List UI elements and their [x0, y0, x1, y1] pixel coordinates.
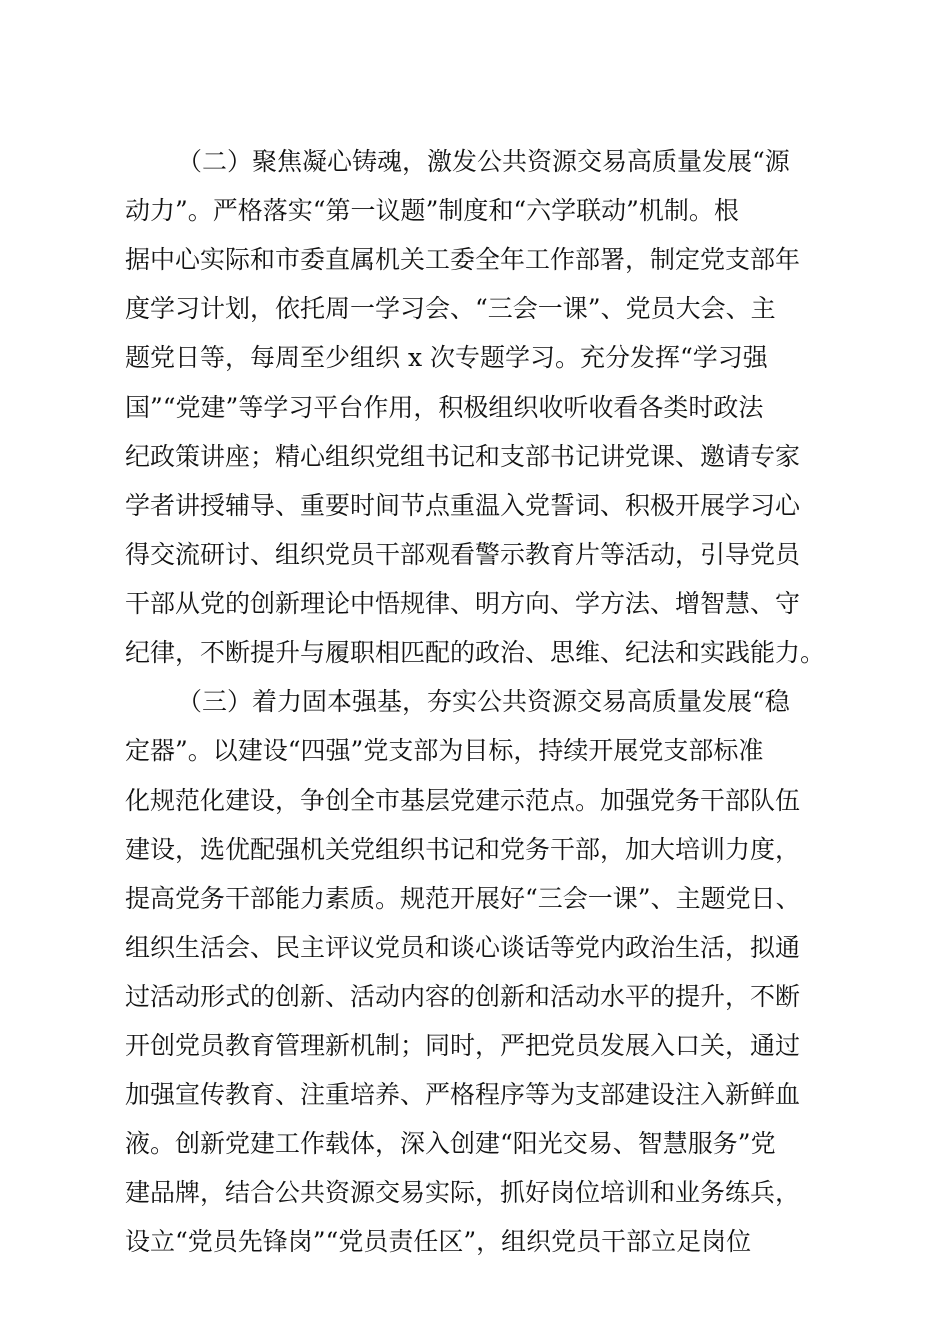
paragraph-2-line: 学者讲授辅导、重要时间节点重温入党誓词、积极开展学习心	[125, 491, 801, 520]
paragraph-2-line: 动力”。严格落实“第一议题”制度和“六学联动”机制。根	[125, 196, 739, 225]
paragraph-2-line: 题党日等，每周至少组织 x 次专题学习。充分发挥“学习强	[125, 343, 768, 372]
paragraph-3-line: 组织生活会、民主评议党员和谈心谈话等党内政治生活，拟通	[125, 933, 801, 962]
paragraph-3-line: 液。创新党建工作载体，深入创建“阳光交易、智慧服务”党	[125, 1129, 776, 1158]
paragraph-2-line: 据中心实际和市委直属机关工委全年工作部署，制定党支部年	[125, 245, 801, 274]
paragraph-2-line: 纪律，不断提升与履职相匹配的政治、思维、纪法和实践能力。	[125, 638, 826, 667]
paragraph-3-line: 建设，选优配强机关党组织书记和党务干部，加大培训力度，	[125, 835, 801, 864]
paragraph-3-line: 设立“党员先锋岗”“党员责任区”，组织党员干部立足岗位	[125, 1227, 752, 1256]
paragraph-2-line: 干部从党的创新理论中悟规律、明方向、学方法、增智慧、守	[125, 589, 801, 618]
paragraph-3-heading-line: （三）着力固本强基，夯实公共资源交易高质量发展“稳	[177, 687, 790, 716]
paragraph-3-line: 化规范化建设，争创全市基层党建示范点。加强党务干部队伍	[125, 786, 801, 815]
paragraph-2-line: 国”“党建”等学习平台作用，积极组织收听收看各类时政法	[125, 393, 764, 422]
paragraph-3-line: 建品牌，结合公共资源交易实际，抓好岗位培训和业务练兵，	[125, 1178, 801, 1207]
paragraph-3-line: 过活动形式的创新、活动内容的创新和活动水平的提升，不断	[125, 982, 801, 1011]
paragraph-3-line: 提高党务干部能力素质。规范开展好“三会一课”、主题党日、	[125, 884, 801, 913]
paragraph-3-line: 加强宣传教育、注重培养、严格程序等为支部建设注入新鲜血	[125, 1080, 801, 1109]
paragraph-3-line: 定器”。以建设“四强”党支部为目标，持续开展党支部标准	[125, 736, 764, 765]
paragraph-2-line: 纪政策讲座；精心组织党组书记和支部书记讲党课、邀请专家	[125, 442, 801, 471]
paragraph-2-line: 得交流研讨、组织党员干部观看警示教育片等活动，引导党员	[125, 540, 801, 569]
paragraph-3-line: 开创党员教育管理新机制；同时，严把党员发展入口关，通过	[125, 1031, 801, 1060]
paragraph-2-heading-line: （二）聚焦凝心铸魂，激发公共资源交易高质量发展“源	[177, 147, 790, 176]
paragraph-2-line: 度学习计划，依托周一学习会、“三会一课”、党员大会、主	[125, 294, 776, 323]
